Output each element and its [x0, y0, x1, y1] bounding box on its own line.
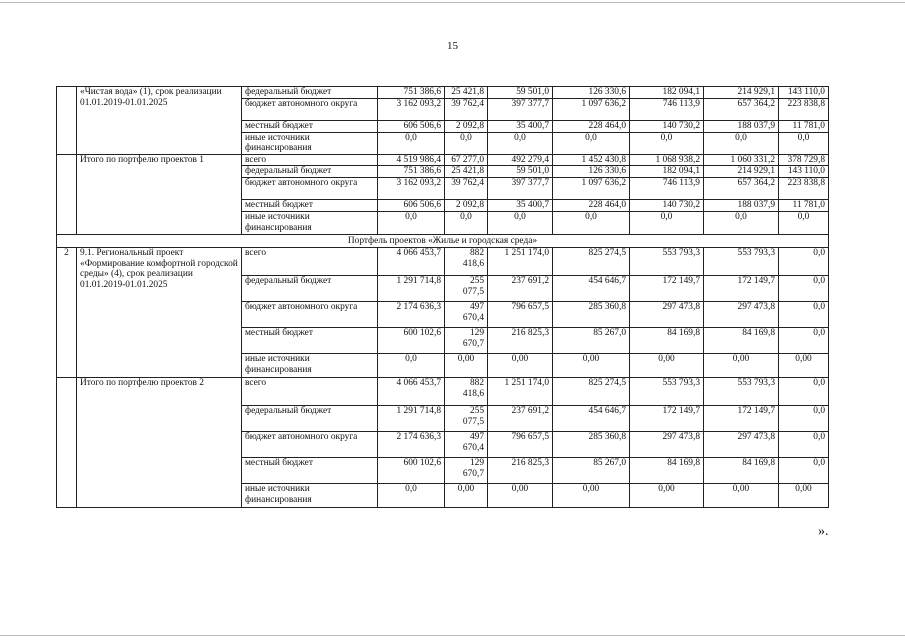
value-cell: 4 066 453,7 [378, 248, 445, 276]
value-cell: 0,0 [378, 132, 445, 154]
value-cell: 1 068 938,2 [630, 154, 704, 166]
value-cell: 84 169,8 [704, 458, 779, 484]
table-row [57, 248, 829, 276]
value-cell: 553 793,3 [630, 378, 704, 406]
value-cell: 0,0 [704, 132, 779, 154]
value-cell: 35 400,7 [488, 120, 553, 132]
source-cell: иные источники финансирования [242, 354, 378, 378]
value-cell: 1 291 714,8 [378, 276, 445, 302]
project-name-cell: 9.1. Региональный проект «Формирование комфортной городской среды» (4), срок реализации 01.01.2019-01.01.2025 [77, 248, 242, 378]
value-cell: 0,00 [630, 484, 704, 508]
source-cell: федеральный бюджет [242, 166, 378, 178]
table-row [57, 87, 829, 99]
value-cell: 2 092,8 [445, 120, 488, 132]
value-cell: 140 730,2 [630, 120, 704, 132]
value-cell: 143 110,0 [779, 87, 829, 99]
value-cell: 454 646,7 [553, 406, 630, 432]
value-cell: 1 291 714,8 [378, 406, 445, 432]
project-name-cell: Итого по портфелю проектов 2 [77, 378, 242, 508]
value-cell: 25 421,8 [445, 87, 488, 99]
value-cell: 39 762,4 [445, 178, 488, 200]
value-cell: 746 113,9 [630, 178, 704, 200]
source-cell: иные источники финансирования [242, 212, 378, 234]
value-cell: 796 657,5 [488, 302, 553, 328]
value-cell: 285 360,8 [553, 302, 630, 328]
value-cell: 746 113,9 [630, 98, 704, 120]
value-cell: 0,00 [553, 484, 630, 508]
value-cell: 0,0 [779, 378, 829, 406]
value-cell: 0,00 [445, 354, 488, 378]
value-cell: 0,0 [445, 212, 488, 234]
value-cell: 0,0 [779, 212, 829, 234]
value-cell: 1 060 331,2 [704, 154, 779, 166]
row-number-cell: 2 [57, 248, 77, 378]
value-cell: 182 094,1 [630, 87, 704, 99]
value-cell: 0,0 [779, 276, 829, 302]
value-cell: 0,0 [378, 354, 445, 378]
value-cell: 4 066 453,7 [378, 378, 445, 406]
value-cell: 0,0 [488, 132, 553, 154]
value-cell: 0,0 [445, 132, 488, 154]
value-cell: 216 825,3 [488, 328, 553, 354]
value-cell: 0,0 [553, 212, 630, 234]
value-cell: 0,00 [704, 484, 779, 508]
source-cell: федеральный бюджет [242, 406, 378, 432]
closing-mark: ». [818, 524, 829, 539]
financing-table-body [57, 87, 829, 508]
value-cell: 67 277,0 [445, 154, 488, 166]
value-cell: 297 473,8 [704, 432, 779, 458]
value-cell: 182 094,1 [630, 166, 704, 178]
value-cell: 606 506,6 [378, 120, 445, 132]
financing-table-wrap [56, 86, 829, 508]
source-cell: местный бюджет [242, 328, 378, 354]
value-cell: 84 169,8 [630, 458, 704, 484]
value-cell: 59 501,0 [488, 87, 553, 99]
value-cell: 657 364,2 [704, 178, 779, 200]
source-cell: иные источники финансирования [242, 484, 378, 508]
value-cell: 2 092,8 [445, 200, 488, 212]
value-cell: 2 174 636,3 [378, 302, 445, 328]
value-cell: 2 174 636,3 [378, 432, 445, 458]
value-cell: 1 097 636,2 [553, 98, 630, 120]
value-cell: 0,00 [704, 354, 779, 378]
table-row [57, 154, 829, 166]
value-cell: 237 691,2 [488, 406, 553, 432]
value-cell: 0,0 [779, 248, 829, 276]
project-name-cell: «Чистая вода» (1), срок реализации 01.01.2019-01.01.2025 [77, 87, 242, 155]
value-cell: 214 929,1 [704, 87, 779, 99]
row-number-cell [57, 154, 77, 234]
value-cell: 553 793,3 [630, 248, 704, 276]
value-cell: 497 670,4 [445, 302, 488, 328]
value-cell: 0,00 [779, 484, 829, 508]
table-row [57, 378, 829, 406]
value-cell: 751 386,6 [378, 166, 445, 178]
value-cell: 397 377,7 [488, 98, 553, 120]
source-cell: иные источники финансирования [242, 132, 378, 154]
value-cell: 1 097 636,2 [553, 178, 630, 200]
source-cell: федеральный бюджет [242, 87, 378, 99]
value-cell: 606 506,6 [378, 200, 445, 212]
value-cell: 0,0 [630, 212, 704, 234]
value-cell: 85 267,0 [553, 458, 630, 484]
value-cell: 0,0 [378, 484, 445, 508]
value-cell: 0,0 [779, 302, 829, 328]
value-cell: 140 730,2 [630, 200, 704, 212]
value-cell: 188 037,9 [704, 120, 779, 132]
value-cell: 129 670,7 [445, 458, 488, 484]
value-cell: 0,0 [704, 212, 779, 234]
value-cell: 237 691,2 [488, 276, 553, 302]
value-cell: 600 102,6 [378, 328, 445, 354]
value-cell: 188 037,9 [704, 200, 779, 212]
value-cell: 84 169,8 [630, 328, 704, 354]
source-cell: бюджет автономного округа [242, 178, 378, 200]
source-cell: бюджет автономного округа [242, 302, 378, 328]
value-cell: 882 418,6 [445, 248, 488, 276]
source-cell: федеральный бюджет [242, 276, 378, 302]
value-cell: 297 473,8 [630, 432, 704, 458]
source-cell: местный бюджет [242, 458, 378, 484]
source-cell: местный бюджет [242, 200, 378, 212]
source-cell: бюджет автономного округа [242, 432, 378, 458]
value-cell: 0,0 [488, 212, 553, 234]
value-cell: 751 386,6 [378, 87, 445, 99]
value-cell: 0,00 [779, 354, 829, 378]
value-cell: 1 452 430,8 [553, 154, 630, 166]
value-cell: 126 330,6 [553, 166, 630, 178]
value-cell: 228 464,0 [553, 200, 630, 212]
value-cell: 129 670,7 [445, 328, 488, 354]
value-cell: 25 421,8 [445, 166, 488, 178]
value-cell: 0,0 [779, 406, 829, 432]
value-cell: 0,0 [630, 132, 704, 154]
value-cell: 39 762,4 [445, 98, 488, 120]
value-cell: 3 162 093,2 [378, 98, 445, 120]
value-cell: 1 251 174,0 [488, 248, 553, 276]
row-number-cell [57, 87, 77, 155]
value-cell: 882 418,6 [445, 378, 488, 406]
value-cell: 0,0 [378, 212, 445, 234]
financing-table [56, 86, 829, 508]
value-cell: 59 501,0 [488, 166, 553, 178]
source-cell: всего [242, 378, 378, 406]
value-cell: 397 377,7 [488, 178, 553, 200]
value-cell: 553 793,3 [704, 248, 779, 276]
value-cell: 378 729,8 [779, 154, 829, 166]
source-cell: бюджет автономного округа [242, 98, 378, 120]
value-cell: 0,00 [630, 354, 704, 378]
value-cell: 172 149,7 [630, 406, 704, 432]
value-cell: 85 267,0 [553, 328, 630, 354]
value-cell: 0,00 [488, 484, 553, 508]
value-cell: 285 360,8 [553, 432, 630, 458]
value-cell: 172 149,7 [630, 276, 704, 302]
page-number: 15 [447, 40, 458, 52]
value-cell: 84 169,8 [704, 328, 779, 354]
value-cell: 0,0 [779, 458, 829, 484]
row-number-cell [57, 378, 77, 508]
value-cell: 126 330,6 [553, 87, 630, 99]
source-cell: всего [242, 154, 378, 166]
value-cell: 0,0 [779, 432, 829, 458]
value-cell: 3 162 093,2 [378, 178, 445, 200]
value-cell: 0,00 [553, 354, 630, 378]
value-cell: 216 825,3 [488, 458, 553, 484]
section-row [57, 234, 829, 248]
value-cell: 0,00 [488, 354, 553, 378]
value-cell: 600 102,6 [378, 458, 445, 484]
value-cell: 497 670,4 [445, 432, 488, 458]
value-cell: 172 149,7 [704, 276, 779, 302]
scan-edge-top [0, 2, 905, 3]
value-cell: 11 781,0 [779, 120, 829, 132]
value-cell: 4 519 986,4 [378, 154, 445, 166]
section-header-cell: Портфель проектов «Жилье и городская среда» [57, 234, 829, 248]
value-cell: 172 149,7 [704, 406, 779, 432]
value-cell: 454 646,7 [553, 276, 630, 302]
value-cell: 0,00 [445, 484, 488, 508]
value-cell: 255 077,5 [445, 406, 488, 432]
value-cell: 0,0 [779, 132, 829, 154]
value-cell: 1 251 174,0 [488, 378, 553, 406]
value-cell: 553 793,3 [704, 378, 779, 406]
value-cell: 492 279,4 [488, 154, 553, 166]
value-cell: 35 400,7 [488, 200, 553, 212]
value-cell: 0,0 [553, 132, 630, 154]
value-cell: 0,0 [779, 328, 829, 354]
value-cell: 297 473,8 [630, 302, 704, 328]
value-cell: 297 473,8 [704, 302, 779, 328]
value-cell: 657 364,2 [704, 98, 779, 120]
value-cell: 214 929,1 [704, 166, 779, 178]
value-cell: 143 110,0 [779, 166, 829, 178]
value-cell: 255 077,5 [445, 276, 488, 302]
value-cell: 796 657,5 [488, 432, 553, 458]
source-cell: местный бюджет [242, 120, 378, 132]
value-cell: 223 838,8 [779, 178, 829, 200]
value-cell: 11 781,0 [779, 200, 829, 212]
value-cell: 825 274,5 [553, 248, 630, 276]
source-cell: всего [242, 248, 378, 276]
value-cell: 825 274,5 [553, 378, 630, 406]
project-name-cell: Итого по портфелю проектов 1 [77, 154, 242, 234]
scan-edge-bottom [0, 635, 905, 636]
value-cell: 228 464,0 [553, 120, 630, 132]
value-cell: 223 838,8 [779, 98, 829, 120]
